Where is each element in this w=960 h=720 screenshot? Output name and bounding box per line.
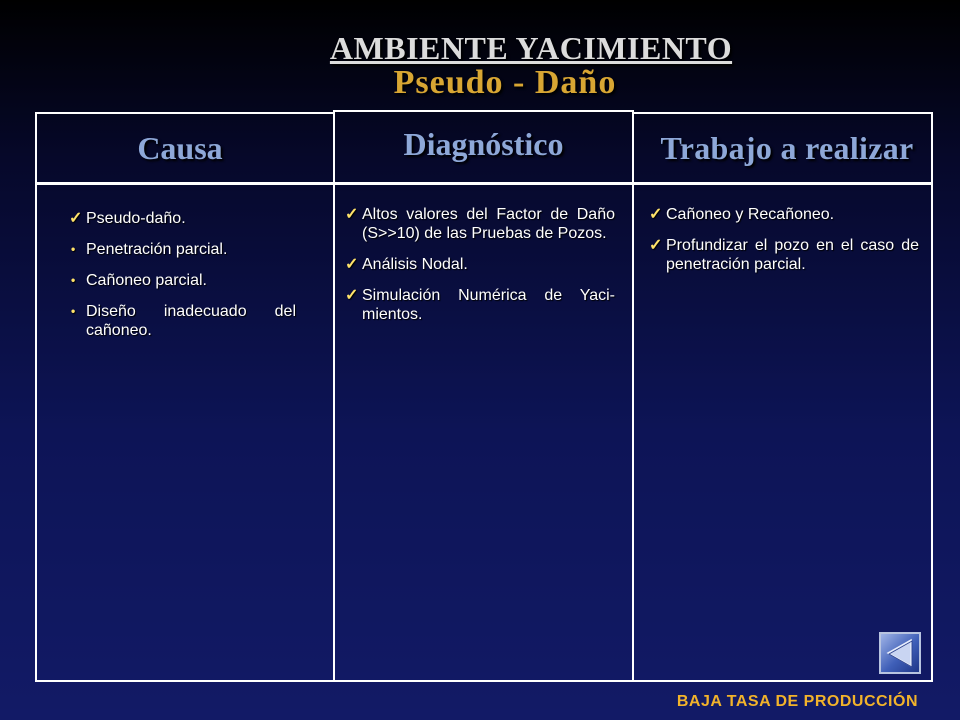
- column-heading-causa: Causa: [137, 130, 223, 166]
- column-causa: [35, 112, 335, 682]
- bullet-icon: •: [71, 273, 76, 287]
- page-subtitle: Pseudo - Daño: [393, 64, 617, 101]
- column-diagnostico: [333, 110, 634, 682]
- check-icon: ✓: [649, 237, 663, 254]
- list-item: ✓ Altos valores del Factor de Daño (S>>10) de las Pruebas de Pozos.: [345, 206, 615, 242]
- back-button[interactable]: [879, 632, 921, 674]
- column-heading-diagnostico: Diagnóstico: [403, 126, 564, 162]
- header-divider: [35, 182, 933, 185]
- list-item: • Penetración parcial.: [71, 241, 228, 258]
- footer-label: BAJA TASA DE PRODUCCIÓN: [676, 693, 918, 710]
- list-item: ✓ Simulación Numérica de Yaci-mientos.: [345, 287, 615, 323]
- back-arrow-icon: [881, 634, 919, 672]
- bullet-icon: •: [71, 242, 76, 256]
- check-icon: ✓: [345, 206, 359, 223]
- list-item: ✓ Pseudo-daño.: [69, 210, 186, 227]
- trabajo-list: [649, 205, 919, 286]
- bullet-icon: •: [71, 304, 76, 318]
- column-trabajo: [632, 112, 933, 682]
- column-heading-trabajo: Trabajo a realizar: [660, 130, 914, 166]
- causa-list: [69, 209, 296, 352]
- list-item: ✓ Profundizar el pozo en el caso de penetración parcial.: [649, 237, 919, 273]
- list-item: • Diseño inadecuado del cañoneo.: [71, 303, 296, 339]
- check-icon: ✓: [69, 210, 83, 227]
- check-icon: ✓: [649, 206, 663, 223]
- check-icon: ✓: [345, 287, 359, 304]
- check-icon: ✓: [345, 256, 359, 273]
- list-item: ✓ Análisis Nodal.: [345, 256, 468, 273]
- list-item: • Cañoneo parcial.: [71, 272, 207, 289]
- diagnostico-list: [345, 205, 615, 336]
- list-item: ✓ Cañoneo y Recañoneo.: [649, 206, 835, 223]
- page-title: AMBIENTE YACIMIENTO: [329, 30, 733, 66]
